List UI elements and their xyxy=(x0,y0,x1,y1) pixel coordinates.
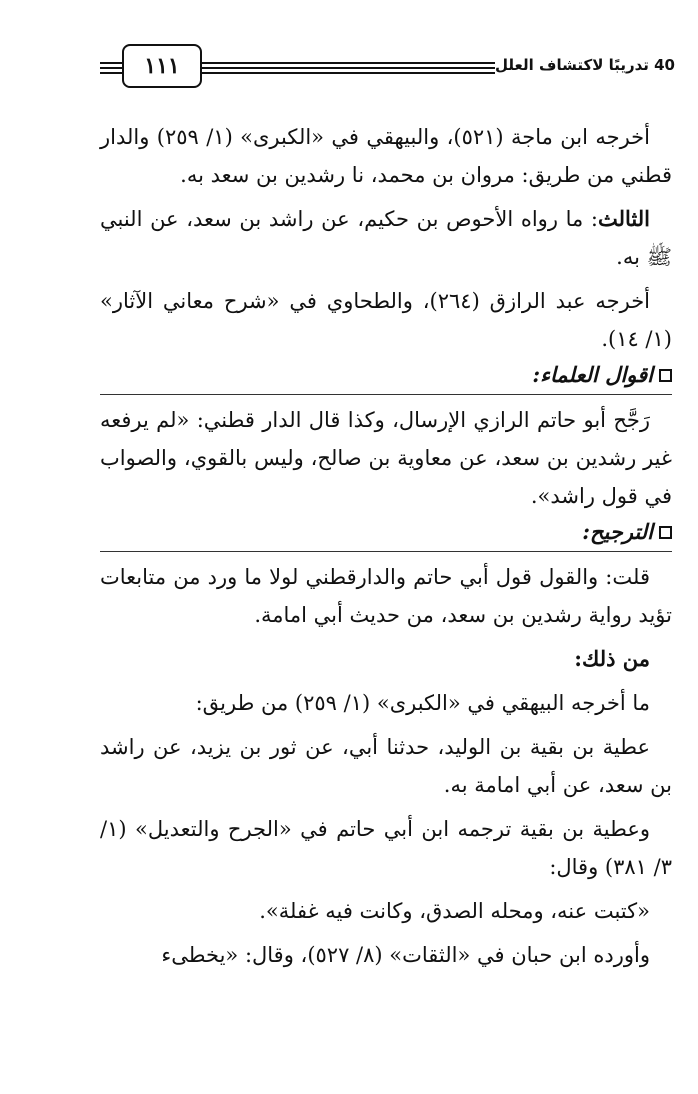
paragraph xyxy=(100,200,672,276)
page-body xyxy=(100,118,672,974)
book-title: 40 تدريبًا لاكتشاف العلل xyxy=(495,56,675,74)
paragraph: أخرجه عبد الرازق (٢٦٤)، والطحاوي في «شرح معاني الآثار» (١/ ١٤). xyxy=(100,289,672,351)
paragraph: ما أخرجه البيهقي في «الكبرى» (١/ ٢٥٩) من طريق: xyxy=(195,691,650,715)
paragraph: رَجَّح أبو حاتم الرازي الإرسال، وكذا قال الدار قطني: «لم يرفعه غير رشدين بن سعد، عن معاوية بن صالح، وليس بالقوي، والصواب في قول راشد». xyxy=(100,408,672,508)
paragraph: قلت: والقول قول أبي حاتم والدارقطني لولا ما ورد من متابعات تؤيد رواية رشدين بن سعد، من حديث أبي امامة. xyxy=(100,565,672,627)
page-number-box xyxy=(122,44,202,88)
section-heading-text: اقوال العلماء: xyxy=(532,362,653,387)
section-heading xyxy=(100,358,672,392)
page-number: ١١١ xyxy=(144,53,180,79)
paragraph-label: الثالث xyxy=(598,206,650,231)
checkbox-square-icon xyxy=(659,369,672,382)
paragraph-text: : ما رواه الأحوص بن حكيم، عن راشد بن سعد، عن النبي ﷺ به. xyxy=(100,207,672,269)
paragraph: عطية بن بقية بن الوليد، حدثنا أبي، عن ثور بن يزيد، عن راشد بن سعد، عن أبي امامة به. xyxy=(100,735,672,797)
quote: «كتبت عنه، ومحله الصدق، وكانت فيه غفلة». xyxy=(259,899,650,923)
divider xyxy=(100,394,672,395)
section-heading-text: الترجيح: xyxy=(582,519,653,544)
section-heading xyxy=(100,515,672,549)
paragraph: من ذلك: xyxy=(574,646,650,671)
paragraph: وأورده ابن حبان في «الثقات» (٨/ ٥٢٧)، وقال: «يخطىء xyxy=(161,943,650,967)
paragraph: وعطية بن بقية ترجمه ابن أبي حاتم في «الجرح والتعديل» (١/ ٣/ ٣٨١) وقال: xyxy=(100,817,672,879)
divider xyxy=(100,551,672,552)
page-header xyxy=(100,42,675,102)
paragraph: أخرجه ابن ماجة (٥٢١)، والبيهقي في «الكبرى» (١/ ٢٥٩) والدار قطني من طريق: مروان بن محمد، نا رشدين بن سعد به. xyxy=(100,125,672,187)
checkbox-square-icon xyxy=(659,526,672,539)
